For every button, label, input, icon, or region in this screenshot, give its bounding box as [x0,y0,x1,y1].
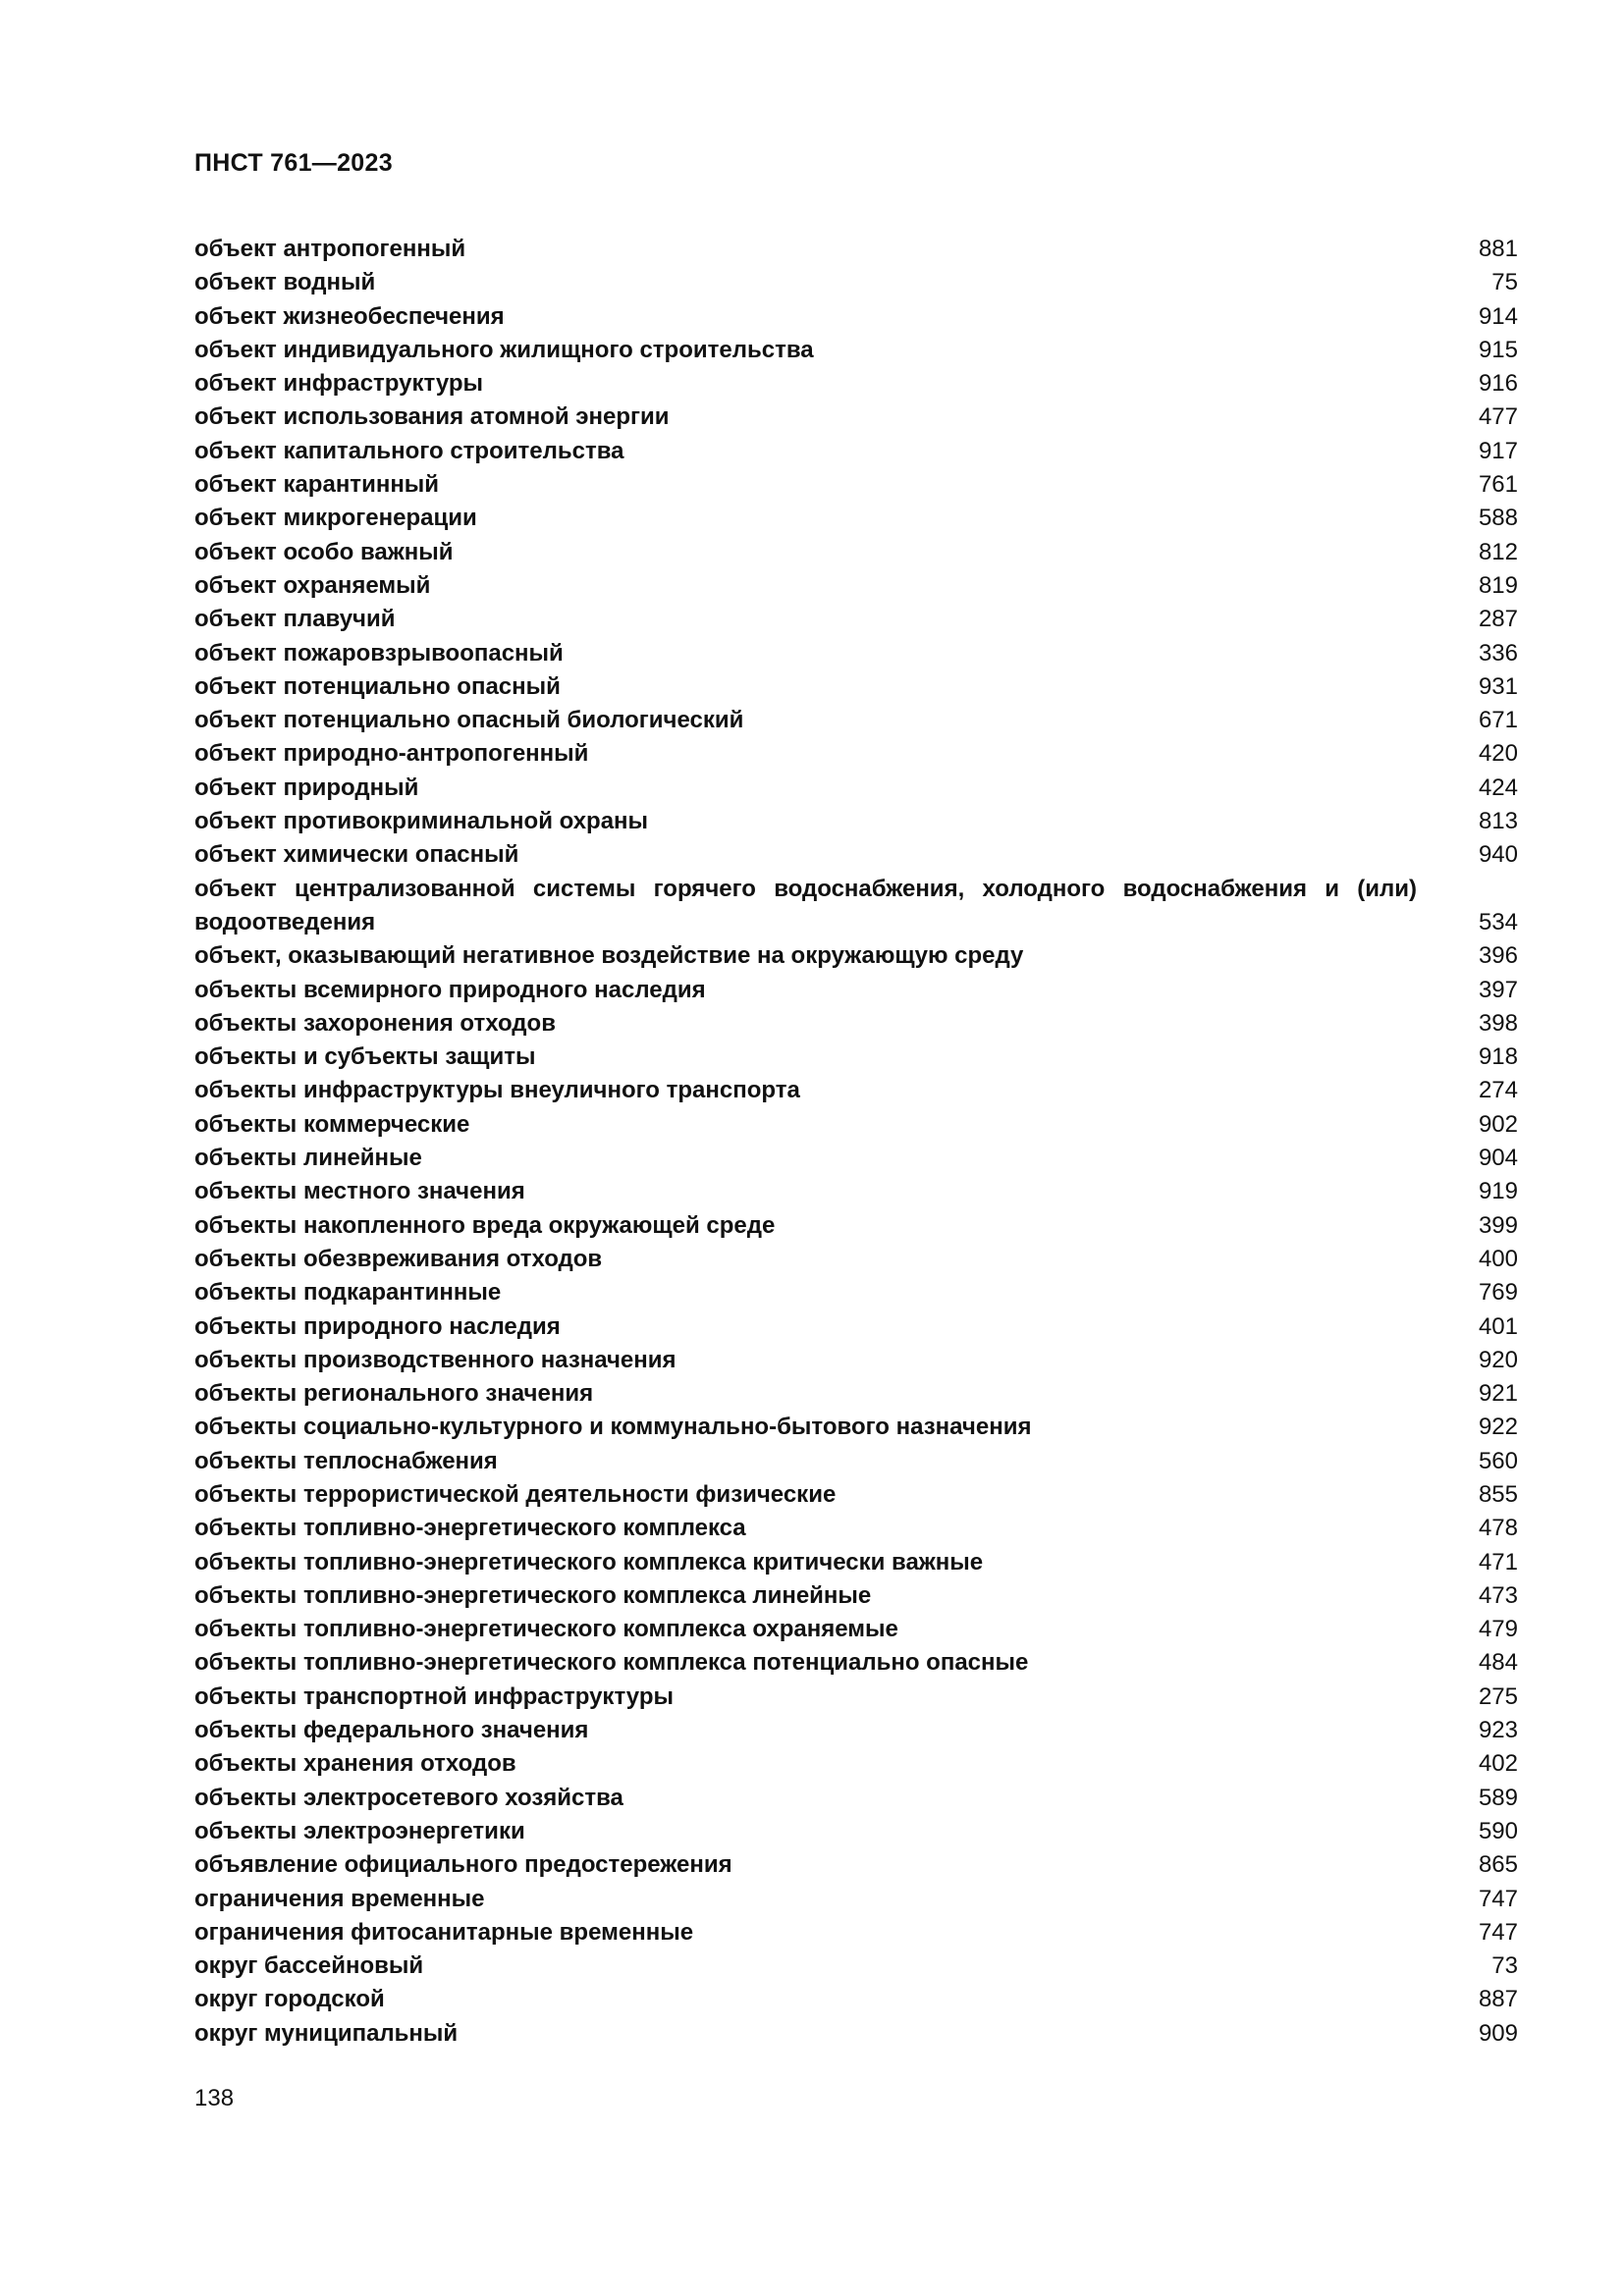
index-entry [194,670,1518,704]
index-entry [194,603,1518,636]
index-term-number: 275 [1478,1682,1518,1710]
index-term-number: 914 [1478,302,1518,330]
index-term-number: 75 [1491,269,1518,296]
index-entry [194,1949,1518,1983]
index-entry [194,1175,1518,1208]
index-term: объекты социально-культурного и коммунально-бытового назначения [194,1414,1032,1441]
index-entry [194,805,1518,838]
index-term-number: 336 [1478,639,1518,667]
index-entry [194,1108,1518,1142]
index-term-number: 918 [1478,1043,1518,1071]
index-term-number: 747 [1478,1918,1518,1946]
index-term-number: 887 [1478,1986,1518,2013]
index-term: объект использования атомной энергии [194,403,670,431]
index-term: объекты линейные [194,1145,422,1172]
index-entry [194,400,1518,434]
index-entry [194,468,1518,502]
index-term: объект, оказывающий негативное воздействие на окружающую среду [194,942,1024,970]
index-term-number: 813 [1478,808,1518,835]
index-entry [194,502,1518,535]
index-term-number: 902 [1478,1110,1518,1138]
index-entry [194,939,1518,973]
index-term-number: 73 [1491,1952,1518,1980]
index-term-number: 909 [1478,2019,1518,2047]
index-term: объекты электроэнергетики [194,1817,525,1844]
index-entry [194,1546,1518,1579]
index-entry [194,1344,1518,1377]
index-term-number: 398 [1478,1009,1518,1037]
index-entry [194,334,1518,367]
index-term-number: 420 [1478,740,1518,768]
index-entry [194,873,1518,940]
index-term: объект пожаровзрывоопасный [194,639,564,667]
index-list [194,233,1518,2051]
index-term-number: 401 [1478,1312,1518,1340]
index-term: объекты природного наследия [194,1312,561,1340]
index-term: объект природно-антропогенный [194,740,589,768]
index-entry [194,772,1518,805]
index-term-number: 479 [1478,1616,1518,1643]
index-term-number: 400 [1478,1245,1518,1272]
index-term: объекты федерального значения [194,1717,589,1744]
index-term: объект карантинный [194,471,440,499]
index-entry [194,1478,1518,1512]
index-entry [194,1243,1518,1276]
index-entry [194,1512,1518,1545]
index-term: объект централизованной системы горячего водоснабжения, холодного водоснабжения и (или) водоотведения [194,875,1417,935]
index-term: объявление официального предостережения [194,1851,732,1879]
index-term: объекты топливно-энергетического комплекса потенциально опасные [194,1649,1029,1677]
index-term: объект охраняемый [194,571,431,599]
index-term: объект водный [194,269,376,296]
index-term: объект антропогенный [194,236,466,262]
index-entry [194,1041,1518,1074]
index-term-number: 424 [1478,774,1518,801]
index-entry [194,1883,1518,1916]
index-term: объект химически опасный [194,841,519,869]
index-term-number: 881 [1478,236,1518,262]
index-term-number: 919 [1478,1178,1518,1205]
index-term: объект потенциально опасный биологический [194,707,744,734]
index-term: объекты террористической деятельности физические [194,1480,837,1508]
index-entry [194,536,1518,569]
index-term: объекты топливно-энергетического комплекса критически важные [194,1548,984,1575]
index-term: округ городской [194,1986,385,2013]
index-term-number: 484 [1478,1649,1518,1677]
index-entry [194,1983,1518,2016]
document-header: ПНСТ 761—2023 [194,149,393,177]
index-term: объект особо важный [194,538,454,565]
index-term: объекты производственного назначения [194,1346,677,1373]
index-term-number: 402 [1478,1750,1518,1778]
index-term: объекты и субъекты защиты [194,1043,536,1071]
index-entry [194,704,1518,737]
index-entry [194,1848,1518,1882]
index-entry [194,1142,1518,1175]
index-term-number: 940 [1478,841,1518,869]
index-term: объект противокриминальной охраны [194,808,649,835]
index-term: объекты захоронения отходов [194,1009,556,1037]
index-term: объекты регионального значения [194,1380,594,1408]
index-entry [194,1074,1518,1107]
index-term-number: 916 [1478,370,1518,398]
index-term-number: 473 [1478,1581,1518,1609]
index-entry [194,1782,1518,1815]
index-term: объект капитального строительства [194,437,624,464]
index-entry [194,1276,1518,1309]
index-entry [194,569,1518,603]
index-entry [194,1815,1518,1848]
index-term-number: 397 [1478,976,1518,1003]
index-term-number: 855 [1478,1480,1518,1508]
index-term-number: 922 [1478,1414,1518,1441]
index-entry [194,637,1518,670]
index-entry [194,1681,1518,1714]
index-term-number: 923 [1478,1717,1518,1744]
index-entry [194,1714,1518,1747]
index-entry [194,1916,1518,1949]
index-term: объекты топливно-энергетического комплекса [194,1515,746,1542]
index-term: ограничения фитосанитарные временные [194,1918,694,1946]
index-term-number: 819 [1478,571,1518,599]
index-term: объекты всемирного природного наследия [194,976,706,1003]
index-term: округ бассейновый [194,1952,424,1980]
index-term-number: 747 [1478,1885,1518,1912]
index-term-number: 534 [1478,908,1518,935]
page-number: 138 [194,2085,235,2111]
index-term: объект инфраструктуры [194,370,484,398]
index-term-number: 931 [1478,672,1518,700]
index-term-number: 761 [1478,471,1518,499]
index-term: объект потенциально опасный [194,672,561,700]
index-entry [194,367,1518,400]
index-entry [194,2017,1518,2051]
index-term: объекты коммерческие [194,1110,470,1138]
index-term: объекты теплоснабжения [194,1447,498,1474]
index-term: ограничения временные [194,1885,485,1912]
index-term: объекты подкарантинные [194,1279,502,1307]
index-entry [194,974,1518,1007]
index-entry [194,1646,1518,1680]
index-entry [194,737,1518,771]
index-term-number: 396 [1478,942,1518,970]
index-term: объект природный [194,774,419,801]
index-term: округ муниципальный [194,2019,459,2047]
index-term: объект жизнеобеспечения [194,302,505,330]
index-entry [194,1445,1518,1478]
index-entry [194,266,1518,299]
index-term-number: 399 [1478,1211,1518,1239]
index-entry [194,233,1518,266]
index-term-number: 274 [1478,1077,1518,1104]
index-entry [194,838,1518,872]
index-entry [194,1411,1518,1444]
index-term: объекты накопленного вреда окружающей среде [194,1211,776,1239]
index-term-number: 477 [1478,403,1518,431]
index-entry [194,1310,1518,1344]
index-term: объекты топливно-энергетического комплекса охраняемые [194,1616,898,1643]
index-term: объекты инфраструктуры внеуличного транспорта [194,1077,800,1104]
index-term-number: 904 [1478,1145,1518,1172]
index-term-number: 921 [1478,1380,1518,1408]
index-entry [194,435,1518,468]
index-term-number: 671 [1478,707,1518,734]
index-term-number: 471 [1478,1548,1518,1575]
index-term: объекты транспортной инфраструктуры [194,1682,674,1710]
index-term: объекты топливно-энергетического комплекса линейные [194,1581,872,1609]
index-term-number: 915 [1478,336,1518,363]
index-term-number: 588 [1478,505,1518,532]
index-entry [194,1579,1518,1613]
index-term-number: 920 [1478,1346,1518,1373]
index-term: объекты электросетевого хозяйства [194,1784,623,1811]
index-term: объекты обезвреживания отходов [194,1245,603,1272]
index-term-number: 865 [1478,1851,1518,1879]
index-term: объект микрогенерации [194,505,477,532]
index-term-number: 589 [1478,1784,1518,1811]
index-entry [194,1747,1518,1781]
index-term-number: 287 [1478,606,1518,633]
index-entry [194,1613,1518,1646]
index-term-number: 560 [1478,1447,1518,1474]
index-term-number: 769 [1478,1279,1518,1307]
index-entry [194,300,1518,334]
index-entry [194,1377,1518,1411]
index-entry [194,1209,1518,1243]
index-term: объект индивидуального жилищного строительства [194,336,814,363]
index-term: объекты хранения отходов [194,1750,516,1778]
index-term: объекты местного значения [194,1178,525,1205]
index-term-number: 917 [1478,437,1518,464]
index-term: объект плавучий [194,606,396,633]
index-entry [194,1007,1518,1041]
index-term-number: 812 [1478,538,1518,565]
index-term-number: 478 [1478,1515,1518,1542]
index-term-number: 590 [1478,1817,1518,1844]
